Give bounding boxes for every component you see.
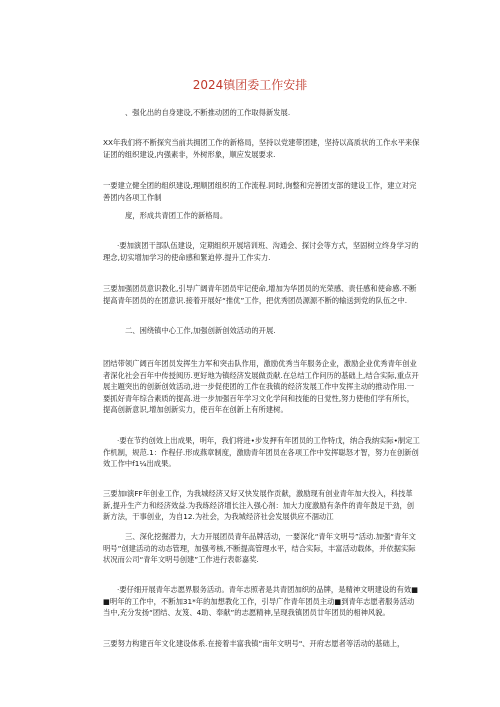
paragraph-8: 团结带领广阔百年团员发挥生力军和突击队作用，激励优秀当年服务企业，激励企业优秀青年创业者深化社会百年中传授阅历.更好地为镇经济发展做贡献.在总结工作问历的基础上,结合实际,重点开展主題突出的创新创效活动,进一步促使团的工作在我镇的经济发展工作中发挥主动的推动作用.一要抓好青年综合素质的提高.进一步加强百年学习文化学问和技能的日觉性,努力使他们学有所长，提高创新意识,增加创新实力，使百年在创新上有所建树。 (103, 359, 419, 414)
section-heading-3: 三、深化挖掘潜力，大力开展团员青年品牌活动，一要深化“青年文明号”活动.加强“青年文明号”创建活动的动态管理，加强考核,不断提高管理水平，结合实际，丰富活动载体，并依据实际状况而公司“青年文明号创建”工作进行表彰嘉奖. (103, 532, 416, 564)
paragraph-13: 三要努力构建百年文化建设体系.在接着丰富我镇“南年文明号"、开府志愿者等活动的基础上， (103, 639, 405, 648)
paragraph-12: ·要仔细开展青年志愿界服务活动。青年志照者是共青团加织的品牌，是精神文明建设的有效■■明年的工作中，不断加31*年的加想教化工作，引导广作青年团员主动■到青年志愿者服务活动当中,充分发扬“团结、友笈、4助、奉献”的志愿精神,呈现我镇团员廿年团员的相神风貌。 (103, 585, 419, 617)
paragraph-6: 三要加强团员意识教化,引导广阔青年团员牢记使命,增加为华团员的光荣感、责任感和使命感.不断提高青年团员的在团意识.接着开展好“推优”工作，把优秀团员源源不断的输送到党的队伍之中. (103, 284, 417, 305)
paragraph-5: ·要加演团干部队伍建设，定期组织开展培训班、沟通会、探讨会等方式，坚固树立终身学习的理念,切实增加学习的使命感和緊迫停.提升工作实力. (103, 241, 419, 262)
document-title: 2024镇团委工作安排 (192, 78, 308, 92)
paragraph-3: 一要建立健全团的组织建设,理顺团组织的工作流程.同时,询整和完善团支部的建设工作，建立对完善团内各项工作制 (103, 181, 417, 202)
paragraph-2: XX年我们将不断探究当前共拥团工作的新格局，坚持以党建带团建，坚持以高质状的工作水平来保证团的组织建设,内强素非，外树形象，顺应发展要求. (103, 138, 420, 159)
paragraph-1: 、强化出的自身建设,不断推动团的工作取得新发展. (125, 108, 291, 117)
paragraph-9: ·要在节约创效上出成果，明年，我们将进•步发押有年团员的工作特戊，纳合我纳实际•制定工作机制，规范.1：作程仔.形成燕章制度，激励青年团员在各项工作中发挥聪怒才智，努力在创新创效工作中f1¼出成果。 (103, 436, 420, 468)
section-heading-2: 二、困绕镇中心工作,加强创新创效活动的开展. (125, 326, 276, 335)
paragraph-4: 度，形成共青团工作的新格局。 (125, 211, 228, 220)
paragraph-10: 三要加I演FF年创业工作，为我城经济又好又快发展作贡献，激励现有创业青年加大投入，科技革新,提升生产力和经济效益.为我练经济增长注入强心剂：加大力度激励有条件的青年鼓足干劲，创新方法，干事创业，为自12.为社会，为我城经济社会发展供应不涸动江 (103, 489, 415, 521)
